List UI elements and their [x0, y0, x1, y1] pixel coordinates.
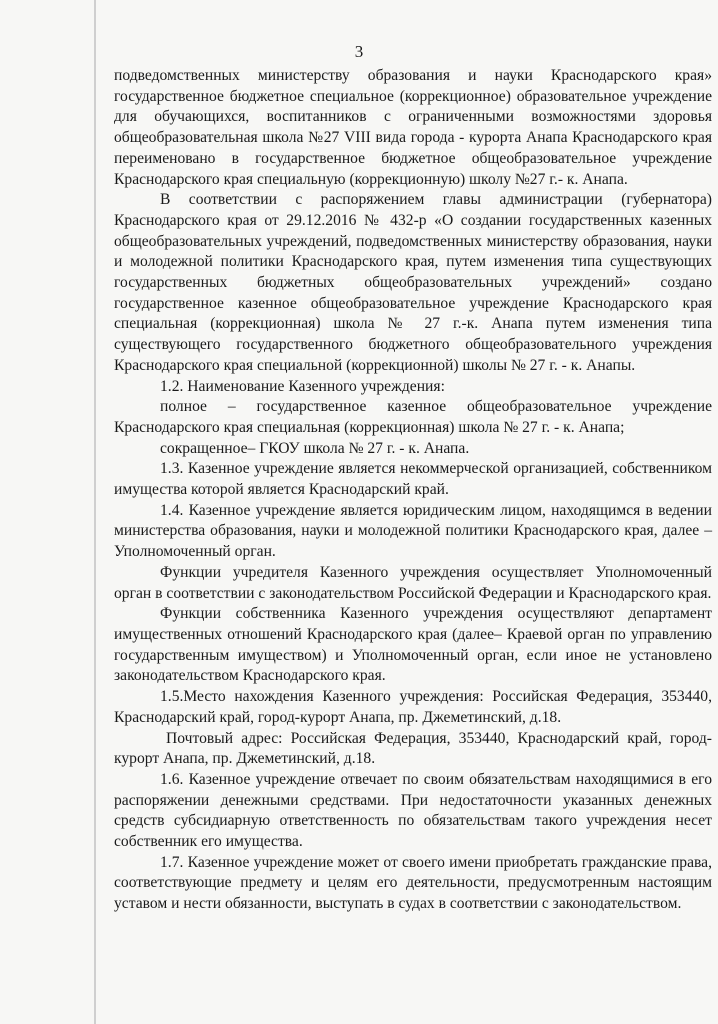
paragraph-order-reference: В соответствии с распоряжением главы администрации (губернатора) Краснодарского края от 29.12.2016 № 432-р «О создании государственных казенных общеобразовательных учреждений, подведомственных министерству образования, науки и молодежной политики Краснодарского края, путем изменения типа существующих государственных бюджетных общеобразовательных учреждений» создано государственное казенное общеобразовательное учреждение Краснодарского края специальная (коррекционная) школа № 27 г.-к. Анапа путем изменения типа существующего государственного бюджетного общеобразовательного учреждения Краснодарского края специальной (коррекционной) школы № 27 г. - к. Анапы.: [114, 191, 712, 374]
paragraph-1-3: 1.3. Казенное учреждение является некоммерческой организацией, собственником имущества которой является Краснодарский край.: [114, 460, 712, 499]
paragraph-continuation: подведомственных министерству образования и науки Краснодарского края» государственное бюджетное специальное (коррекционное) образовательное учреждение для обучающихся, воспитанников с ограниченными возможностями здоровья общеобразовательная школа №27 VIII вида города - курорта Анапа Краснодарского края переименовано в государственное бюджетное общеобразовательное учреждение Краснодарского края специальную (коррекционную) школу №27 г.- к. Анапа.: [114, 67, 712, 188]
paragraph-1-5-location: 1.5.Место нахождения Казенного учреждения: Российская Федерация, 353440, Краснодарский край, город-курорт Анапа, пр. Джеметинский, д.18.: [114, 688, 712, 726]
page-number: 3: [354, 42, 364, 61]
paragraph-1-4: 1.4. Казенное учреждение является юридическим лицом, находящимся в ведении министерства образования, науки и молодежной политики Краснодарского края, далее – Уполномоченный орган.: [114, 501, 712, 561]
paragraph-owner-functions: Функции собственника Казенного учреждения осуществляют департамент имущественных отношений Краснодарского края (далее– Краевой орган по управлению государственным имуществом) и Уполномоченный орган, если иное не установлено законодательством Краснодарского края.: [114, 605, 712, 685]
paragraph-founder-functions: Функции учредителя Казенного учреждения осуществляет Уполномоченный орган в соответствии с законодательством Российской Федерации и Краснодарского края.: [114, 563, 712, 602]
page-binding-edge: [94, 0, 96, 1024]
paragraph-1-2-heading: 1.2. Наименование Казенного учреждения:: [160, 377, 445, 395]
paragraph-short-name: сокращенное– ГКОУ школа № 27 г. - к. Анапа.: [160, 439, 470, 457]
paragraph-1-6: 1.6. Казенное учреждение отвечает по своим обязательствам находящимися в его распоряжении денежными средствами. При недостаточности указанных денежных средств субсидиарную ответственность по обязательствам такого учреждения несет собственник его имущества.: [114, 770, 712, 851]
paragraph-full-name: полное – государственное казенное общеобразовательное учреждение Краснодарского края специальная (коррекционная) школа № 27 г. - к. Анапа;: [114, 398, 712, 436]
document-body: [114, 66, 712, 915]
paragraph-postal-address: Почтовый адрес: Российская Федерация, 353440, Краснодарский край, город-курорт Анапа, пр. Джеметинский, д.18.: [114, 729, 712, 768]
paragraph-1-7: 1.7. Казенное учреждение может от своего имени приобретать гражданские права, соответствующие предмету и целям его деятельности, предусмотренным настоящим уставом и нести обязанности, выступать в судах в соответствии с законодательством.: [114, 853, 712, 913]
